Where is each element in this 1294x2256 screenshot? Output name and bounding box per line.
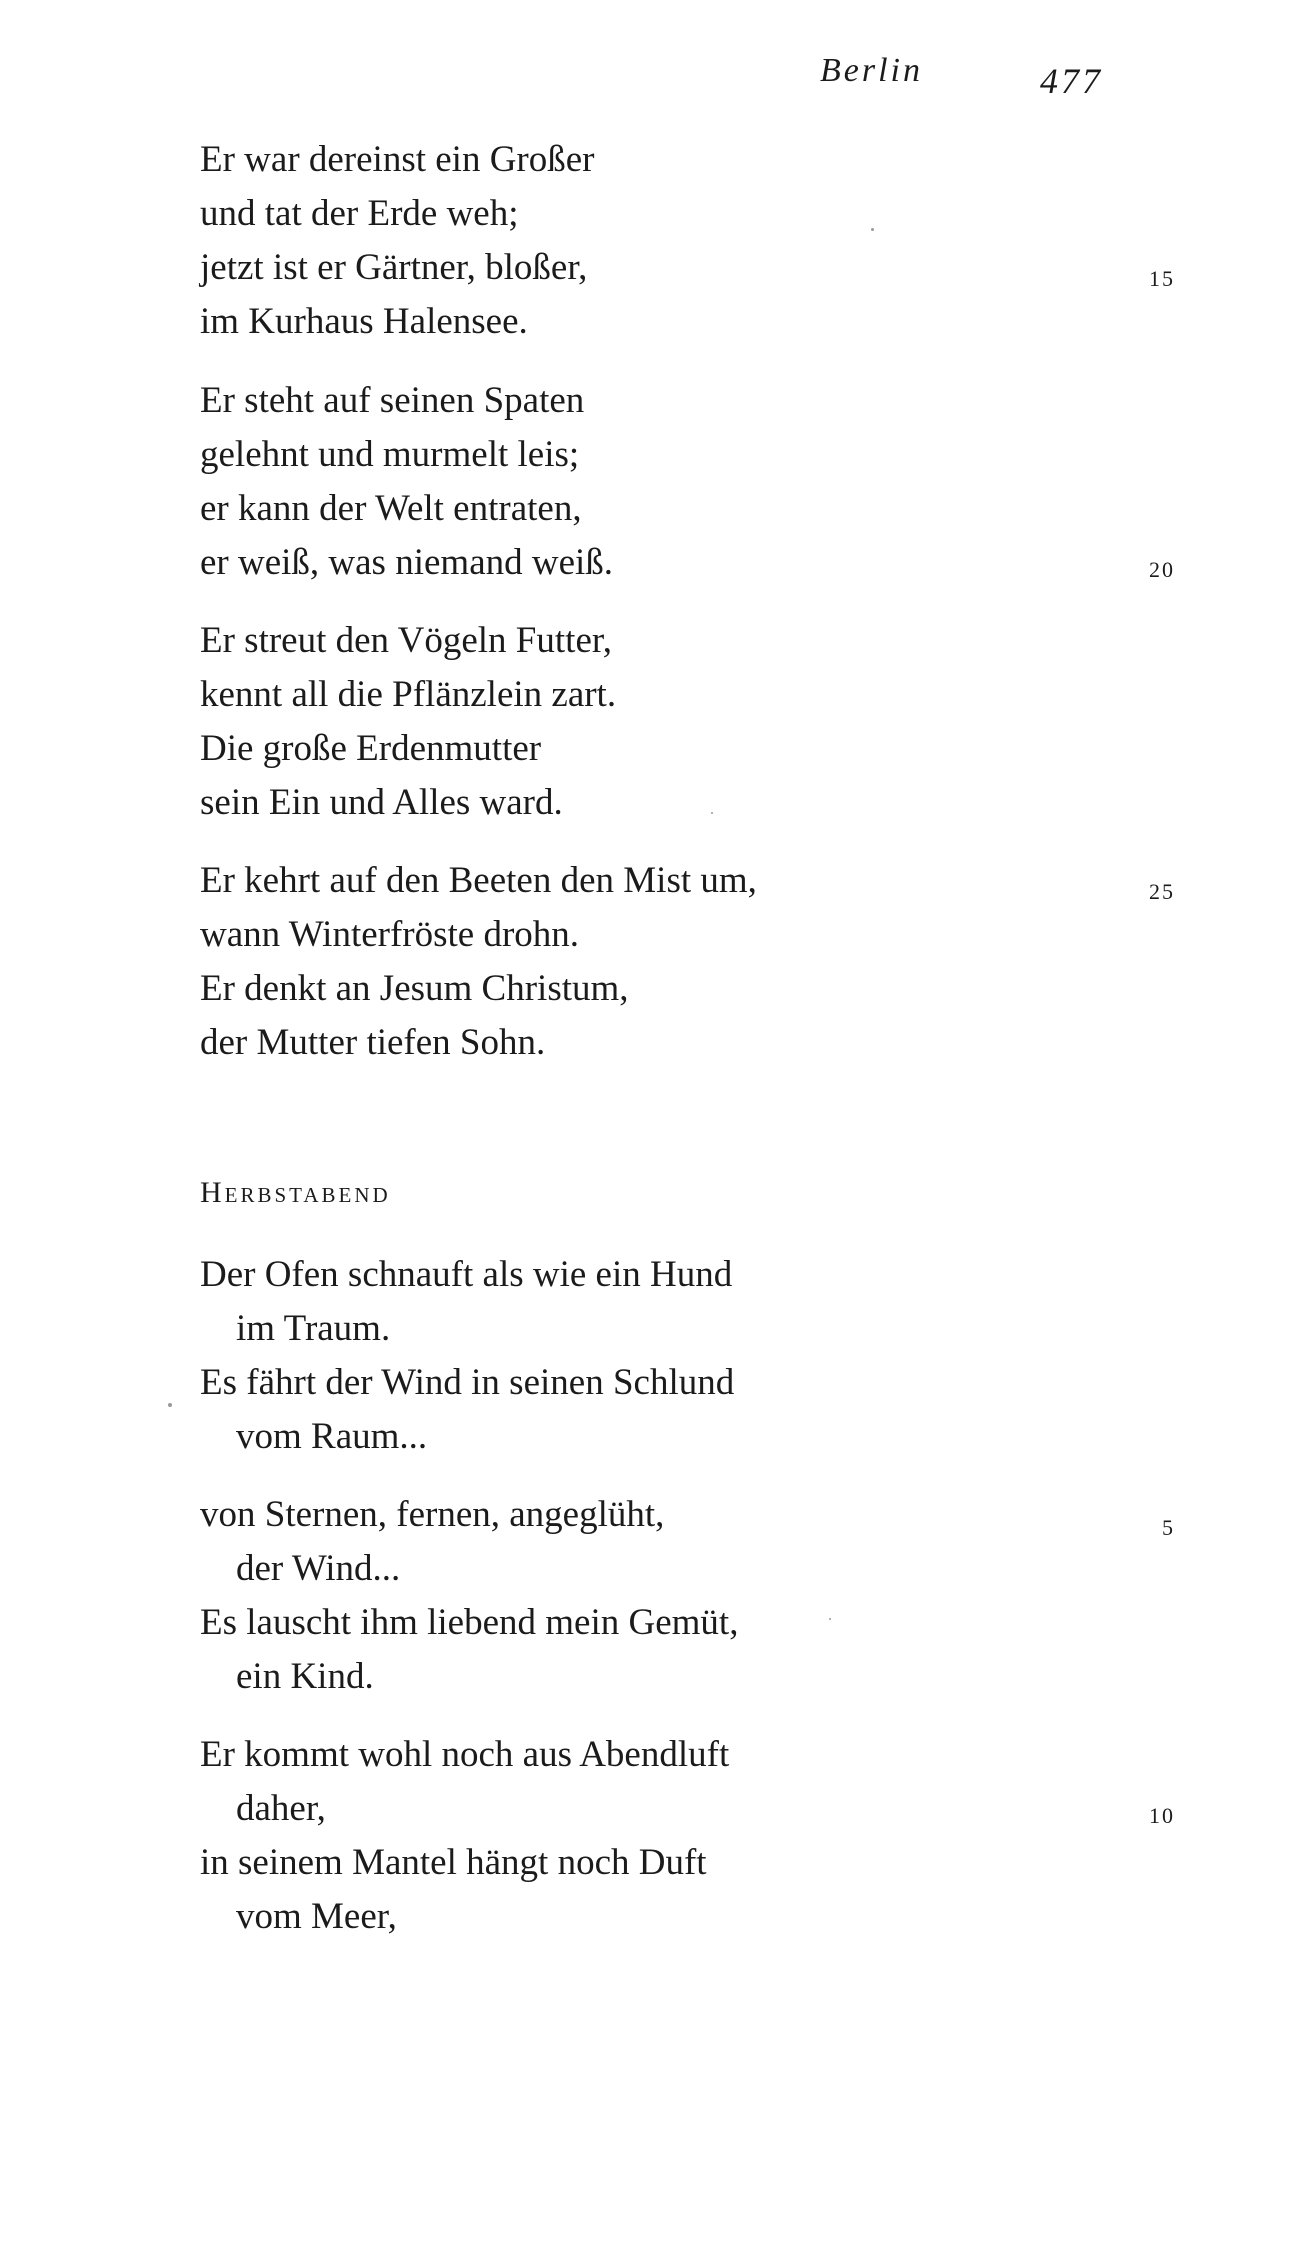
poem-line: Er kommt wohl noch aus Abendluft [200,1734,730,1775]
line-number: 15 [1149,266,1175,291]
poem-line: vom Raum... [236,1416,428,1457]
poem-line: Er denkt an Jesum Christum, [200,968,629,1009]
poem-line: Die große Erdenmutter [200,728,542,769]
page-number: 477 [1040,61,1103,101]
running-head: Berlin [820,52,923,89]
poem-line: er kann der Welt entraten, [200,488,582,529]
poem-line: gelehnt und murmelt leis; [200,434,580,475]
poem-line: kennt all die Pflänzlein zart. [200,674,617,715]
poem-line: Er war dereinst ein Großer [200,139,595,180]
poem-line: jetzt ist er Gärtner, bloßer, [200,247,588,288]
print-speck [168,1403,172,1407]
poem-line: wann Winterfröste drohn. [200,914,580,955]
poem-line: in seinem Mantel hängt noch Duft [200,1842,707,1883]
line-number: 20 [1149,557,1175,582]
poem-line: sein Ein und Alles ward. [200,782,563,823]
poem-line: im Kurhaus Halensee. [200,301,528,342]
print-speck [829,1618,831,1620]
poem-line: der Wind... [236,1548,401,1589]
poem-line: daher, [236,1788,326,1829]
poem-line: der Mutter tiefen Sohn. [200,1022,546,1063]
line-number: 10 [1149,1803,1175,1828]
poem-line: von Sternen, fernen, angeglüht, [200,1494,665,1535]
poem-line: im Traum. [236,1308,391,1349]
poem-line: Der Ofen schnauft als wie ein Hund [200,1254,733,1295]
print-speck [711,812,713,814]
line-number: 25 [1149,879,1175,904]
poem-line: ein Kind. [236,1656,374,1697]
line-number: 5 [1162,1515,1175,1540]
poem-line: Er kehrt auf den Beeten den Mist um, [200,860,757,901]
poem-line: er weiß, was niemand weiß. [200,542,614,583]
print-speck [871,228,874,231]
poem-line: Er streut den Vögeln Futter, [200,620,612,661]
poem-line: Es fährt der Wind in seinen Schlund [200,1362,735,1403]
poem-line: vom Meer, [236,1896,397,1937]
poem-title: Herbstabend [200,1176,391,1209]
poem-line: und tat der Erde weh; [200,193,519,234]
poem-line: Er steht auf seinen Spaten [200,380,585,421]
poem-line: Es lauscht ihm liebend mein Gemüt, [200,1602,739,1643]
